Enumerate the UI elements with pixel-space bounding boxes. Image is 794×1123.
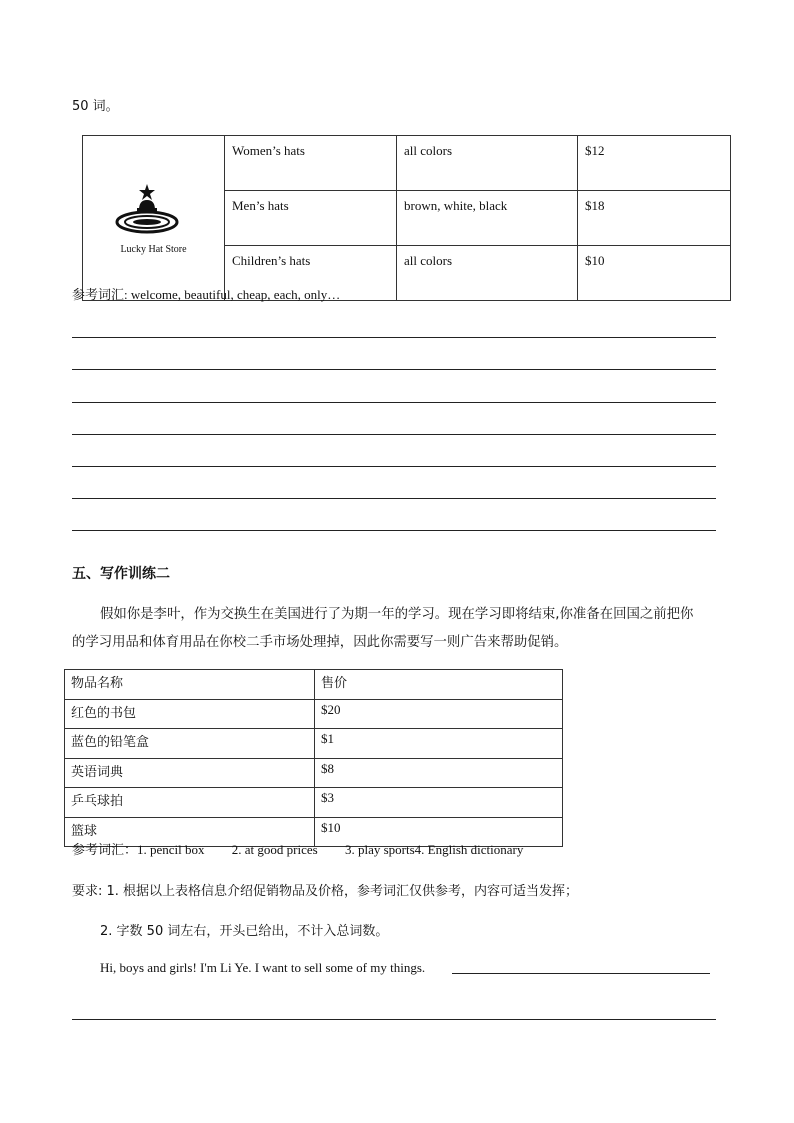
table-row	[65, 788, 563, 818]
hat-item: Men’s hats	[225, 191, 397, 246]
table-row	[65, 758, 563, 788]
hat-item: Women’s hats	[225, 136, 397, 191]
item-price: $3	[315, 788, 563, 818]
hat-price: $18	[578, 191, 731, 246]
item-name: 篮球	[65, 817, 315, 847]
item-name: 英语词典	[65, 758, 315, 788]
writing-line	[72, 466, 716, 467]
item-price: $1	[315, 729, 563, 759]
top-fragment-text: 50 词。	[72, 99, 119, 114]
item-price: $20	[315, 699, 563, 729]
table-row	[83, 136, 731, 191]
hat-colors: brown, white, black	[397, 191, 578, 246]
writing-line	[72, 1019, 716, 1020]
table-row	[65, 699, 563, 729]
item-price: $8	[315, 758, 563, 788]
writing-line	[72, 402, 716, 403]
vocab-item: 3. play sports	[344, 842, 415, 857]
vocab-label: 参考词汇：	[72, 843, 138, 858]
item-name: 乒乓球拍	[65, 788, 315, 818]
hat-store-logo-text: Lucky Hat Store	[120, 243, 187, 255]
vocab-hint-2	[72, 839, 523, 858]
column-header: 物品名称	[65, 670, 315, 700]
writing-line	[72, 530, 716, 531]
vocab-item: 4. English dictionary	[414, 842, 524, 857]
hat-colors: all colors	[397, 136, 578, 191]
writing-line	[72, 434, 716, 435]
prompt-line-2: 的学习用品和体育用品在你校二手市场处理掉，因此你需要写一则广告来帮助促销。	[72, 635, 568, 650]
hat-colors: all colors	[397, 246, 578, 301]
answer-blank-line	[452, 973, 710, 974]
vocab-item: 2. at good prices	[231, 842, 318, 857]
section-heading: 五、写作训练二	[72, 566, 170, 582]
hat-store-table	[82, 135, 731, 301]
vocab-hint-1: 参考词汇: welcome, beautiful, cheap, each, only…	[72, 287, 341, 302]
hat-price: $12	[578, 136, 731, 191]
table-header-row	[65, 670, 563, 700]
prompt-line-1: 假如你是李叶，作为交换生在美国进行了为期一年的学习。现在学习即将结束,你准备在回国之前把你	[100, 607, 694, 622]
hat-price: $10	[578, 246, 731, 301]
writing-line	[72, 369, 716, 370]
item-name: 蓝色的铅笔盒	[65, 729, 315, 759]
items-price-table	[64, 669, 563, 847]
vocab-item: 1. pencil box	[137, 842, 205, 857]
item-price: $10	[315, 817, 563, 847]
column-header: 售价	[315, 670, 563, 700]
hat-item: Children’s hats	[225, 246, 397, 301]
requirement-2: 2. 字数 50 词左右，开头已给出，不计入总词数。	[100, 924, 389, 939]
hat-store-logo-cell	[83, 136, 225, 301]
writing-line	[72, 337, 716, 338]
requirement-1: 要求: 1. 根据以上表格信息介绍促销物品及价格，参考词汇仅供参考，内容可适当发挥；	[72, 884, 579, 899]
opening-sentence: Hi, boys and girls! I'm Li Ye. I want to sell some of my things.	[100, 960, 426, 975]
writing-line	[72, 498, 716, 499]
table-row	[65, 729, 563, 759]
item-name: 红色的书包	[65, 699, 315, 729]
